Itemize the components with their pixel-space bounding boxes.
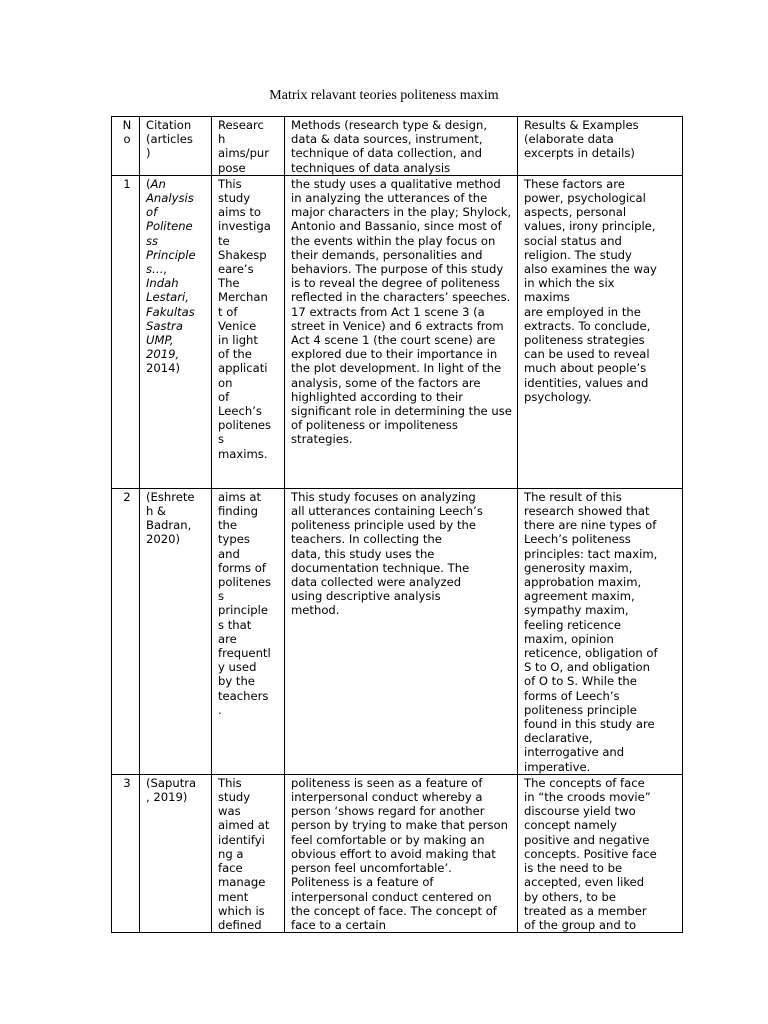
header-citation: Citation (articles ) [140,117,212,176]
table-row [112,774,683,932]
research-aims-cell: aims at finding the types and forms of politenes s principle s that are frequentl y used by the teachers . [212,488,285,774]
table-header-row [112,117,683,176]
citation-cell [140,175,212,488]
table-row [112,488,683,774]
citation-title: An Analysis of Politene ss Principle s…, Indah Lestari, Fakultas Sastra UMP, 2019, [146,176,196,362]
table-row [112,175,683,488]
methods-cell: the study uses a qualitative method in analyzing the utterances of the major characters in the play; Shylock, Antonio and Bassanio, since most of the events within the play focus on their demands, personalities and behaviors. The purpose of this study is to reveal the degree of politeness reflected in the characters’ speeches. 17 extracts from Act 1 scene 3 (a street in Venice) and 6 extracts from Act 4 scene 1 (the court scene) are explored due to their importance in the plot development. In light of the analysis, some of the factors are highlighted according to their significant role in determining the use of politeness or impoliteness strategies. [285,175,518,488]
citation-cell: (Eshrete h & Badran, 2020) [140,488,212,774]
research-aims-cell: This study aims to investiga te Shakesp eare’s The Merchan t of Venice in light of the applicati on of Leech’s politenes s maxims. [212,175,285,488]
results-cell: These factors are power, psychological aspects, personal values, irony principle, social status and religion. The study also examines the way in which the six maxims are employed in the extracts. To conclude, politeness strategies can be used to reveal much about people’s identities, values and psychology. [518,175,683,488]
row-number: 3 [112,774,140,932]
methods-cell: politeness is seen as a feature of interpersonal conduct whereby a person ‘shows regard for another person by trying to make that person feel comfortable or by making an obvious effort to avoid making that person feel uncomfortable’. Politeness is a feature of interpersonal conduct centered on the concept of face. The concept of face to a certain [285,774,518,932]
citation-open-paren: ( [146,176,151,191]
citation-year: 2014) [146,361,181,376]
citation-cell: (Saputra , 2019) [140,774,212,932]
page-title: Matrix relavant teories politeness maxim [269,88,499,103]
results-cell: The concepts of face in “the croods movie” discourse yield two concept namely positive and negative concepts. Positive face is the need to be accepted, even liked by others, to be treated as a member of the group and to [518,774,683,932]
header-research-aims: Researc h aims/pur pose [212,117,285,176]
row-number: 2 [112,488,140,774]
header-no: N o [112,117,140,176]
results-cell: The result of this research showed that there are nine types of Leech’s politeness principles: tact maxim, generosity maxim, approbation maxim, agreement maxim, sympathy maxim, feeling reticence maxim, opinion reticence, obligation of S to O, and obligation of O to S. While the forms of Leech’s politeness principle found in this study are declarative, interrogative and imperative. [518,488,683,774]
research-aims-cell: This study was aimed at identifyi ng a face manage ment which is defined [212,774,285,932]
header-results: Results & Examples (elaborate data excerpts in details) [518,117,683,176]
row-number: 1 [112,175,140,488]
methods-cell: This study focuses on analyzing all utterances containing Leech’s politeness principle used by the teachers. In collecting the data, this study uses the documentation technique. The data collected were analyzed using descriptive analysis method. [285,488,518,774]
theory-matrix-table [111,116,683,933]
header-methods: Methods (research type & design, data & data sources, instrument, technique of data collection, and techniques of data analysis [285,117,518,176]
